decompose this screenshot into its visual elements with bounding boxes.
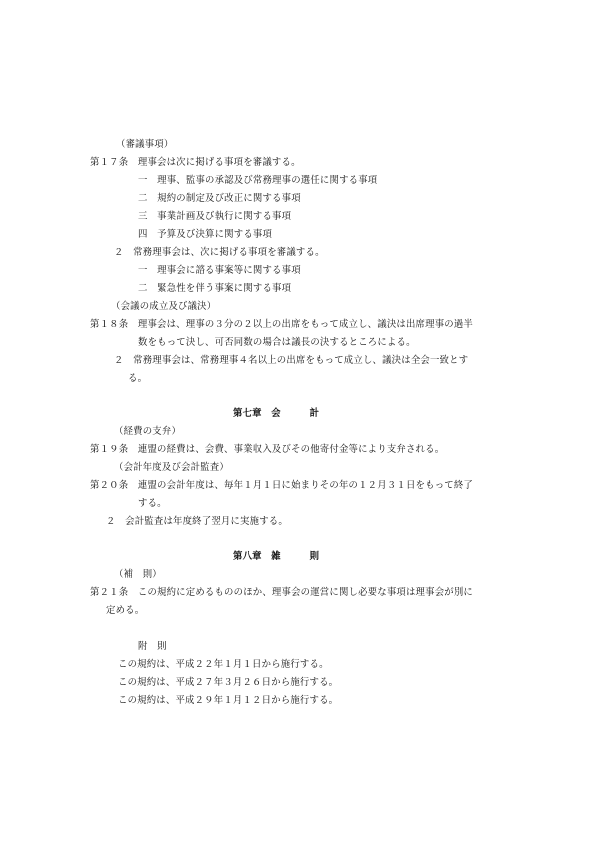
section-heading-quorum: （会議の成立及び議決） bbox=[111, 301, 217, 312]
article-17-paragraph-2: ２ 常務理事会は、次に掲げる事項を審議する。 bbox=[114, 247, 325, 258]
article-18-line-1: 第１８条 理事会は、理事の３分の２以上の出席をもって成立し、議決は出席理事の過半 bbox=[90, 319, 474, 330]
section-heading-supplement: （補 則） bbox=[114, 569, 162, 580]
article-18-paragraph-2-line-1: ２ 常務理事会は、常務理事４名以上の出席をもって成立し、議決は全会一致とす bbox=[114, 355, 469, 366]
article-18-paragraph-2-line-2: る。 bbox=[128, 373, 148, 384]
article-21-line-2: 定める。 bbox=[106, 605, 145, 616]
article-17-p2-item-2: 二 緊急性を伴う事案に関する事項 bbox=[138, 283, 292, 294]
supplementary-line-1: この規約は、平成２２年１月１日から施行する。 bbox=[118, 659, 329, 670]
article-17-item-2: 二 規約の制定及び改正に関する事項 bbox=[138, 193, 301, 204]
article-21-line-1: 第２１条 この規約に定めるもののほか、理事会の運営に関し必要な事項は理事会が別に bbox=[90, 587, 474, 598]
article-18-line-2: 数をもって決し、可否同数の場合は議長の決するところによる。 bbox=[138, 337, 416, 348]
section-heading-deliberation: （審議事項） bbox=[116, 139, 174, 150]
section-heading-expenses: （経費の支弁） bbox=[114, 426, 182, 437]
article-17-item-1: 一 理事、監事の承認及び常務理事の選任に関する事項 bbox=[138, 175, 378, 186]
article-20-line-1: 第２０条 連盟の会計年度は、毎年１月１日に始まりその年の１２月３１日をもって終了 bbox=[90, 480, 474, 491]
article-19: 第１９条 連盟の経費は、会費、事業収入及びその他寄付金等により支弁される。 bbox=[90, 444, 445, 455]
section-heading-fiscal-year: （会計年度及び会計監査） bbox=[114, 462, 229, 473]
article-20-line-2: する。 bbox=[138, 498, 167, 509]
article-17-item-4: 四 予算及び決算に関する事項 bbox=[138, 229, 273, 240]
article-17-p2-item-1: 一 理事会に諮る事案等に関する事項 bbox=[138, 265, 301, 276]
chapter-7-title: 第七章 会 計 bbox=[233, 408, 320, 419]
article-17-item-3: 三 事業計画及び執行に関する事項 bbox=[138, 211, 292, 222]
article-20-paragraph-2: ２ 会計監査は年度終了翌月に実施する。 bbox=[106, 516, 288, 527]
chapter-8-title: 第八章 雑 則 bbox=[233, 551, 320, 562]
supplementary-line-3: この規約は、平成２９年１月１２日から施行する。 bbox=[118, 695, 339, 706]
supplementary-provisions-title: 附 則 bbox=[138, 641, 167, 652]
supplementary-line-2: この規約は、平成２７年３月２６日から施行する。 bbox=[118, 677, 339, 688]
article-17: 第１７条 理事会は次に掲げる事項を審議する。 bbox=[90, 157, 301, 168]
